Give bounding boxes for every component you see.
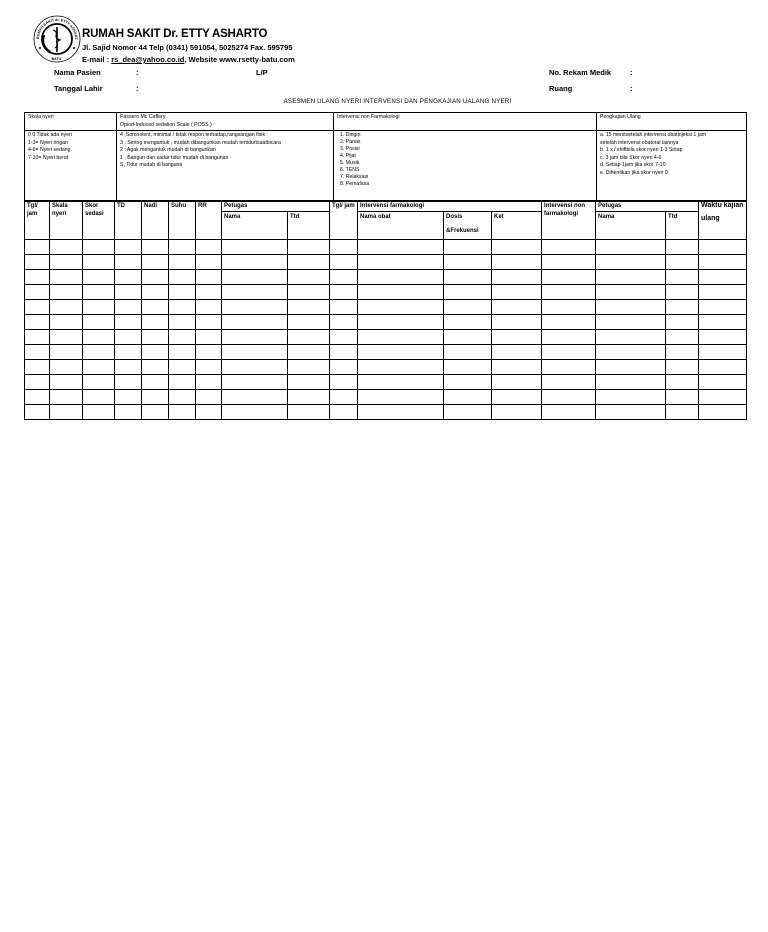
table-cell[interactable] (358, 345, 444, 360)
table-cell[interactable] (115, 255, 142, 270)
table-cell[interactable] (542, 300, 596, 315)
table-cell[interactable] (50, 330, 83, 345)
table-cell[interactable] (330, 315, 358, 330)
table-cell[interactable] (50, 315, 83, 330)
header-skor-sedasi: Skor sedasi (83, 201, 115, 240)
poss-item: 3 : Sering mengantuk , mudah dibangunkan mudah tertidurtsaatbicara (120, 139, 281, 146)
table-cell[interactable] (142, 240, 169, 255)
table-cell[interactable] (25, 405, 50, 420)
document-title: ASESMEN ULANG NYERI INTERVENSI DAN PENGKAJIAN UALANG NYERI (283, 98, 512, 105)
tanggal-lahir-colon: : (136, 84, 139, 93)
table-cell[interactable] (169, 240, 196, 255)
table-cell[interactable] (25, 375, 50, 390)
table-cell[interactable] (142, 345, 169, 360)
table-cell[interactable] (288, 240, 330, 255)
table-cell[interactable] (288, 255, 330, 270)
table-cell[interactable] (542, 285, 596, 300)
pengkajian-item: b. 1 x / shiftbila skor nyeri 1-3 Sirtap (600, 147, 683, 153)
table-cell[interactable] (83, 285, 115, 300)
table-cell[interactable] (83, 405, 115, 420)
table-cell[interactable] (596, 345, 666, 360)
table-cell[interactable] (25, 315, 50, 330)
table-cell[interactable] (222, 285, 288, 300)
table-cell[interactable] (699, 300, 747, 315)
email-link[interactable]: rs_dea@yahoo.co.id (111, 55, 185, 64)
table-cell[interactable] (492, 345, 542, 360)
hospital-logo (33, 15, 81, 63)
hospital-address: Jl. Sajid Nomor 44 Telp (0341) 591054, 5025274 Fax. 595795 (82, 43, 293, 52)
nonfarma-item: 4. Pijat (340, 153, 356, 159)
table-cell[interactable] (25, 330, 50, 345)
skala-item: 7-10= Nyeri berat (28, 154, 69, 161)
header-nama: Nama (222, 212, 288, 240)
table-cell[interactable] (288, 390, 330, 405)
table-cell[interactable] (288, 330, 330, 345)
table-cell[interactable] (115, 405, 142, 420)
table-cell[interactable] (115, 270, 142, 285)
table-cell[interactable] (699, 255, 747, 270)
table-cell[interactable] (83, 360, 115, 375)
table-cell[interactable] (596, 390, 666, 405)
skala-item: 0 0 Tidak ada nyeri (28, 132, 72, 138)
header-petugas-2: Petugas (596, 201, 699, 212)
table-cell[interactable] (169, 360, 196, 375)
table-cell[interactable] (169, 390, 196, 405)
no-rekam-medik-colon: : (630, 68, 633, 77)
table-cell[interactable] (196, 285, 222, 300)
table-cell[interactable] (142, 405, 169, 420)
table-cell[interactable] (596, 300, 666, 315)
table-cell[interactable] (169, 300, 196, 315)
table-cell[interactable] (492, 390, 542, 405)
table-row (25, 315, 747, 330)
table-cell[interactable] (542, 330, 596, 345)
table-cell[interactable] (358, 270, 444, 285)
table-cell[interactable] (50, 375, 83, 390)
waktu-kajian-line2: ulang (701, 215, 720, 222)
logo-text-bottom: BATU (51, 57, 62, 61)
nonfarma-item: 5. Musik (340, 160, 360, 166)
table-cell[interactable] (169, 345, 196, 360)
table-cell[interactable] (83, 300, 115, 315)
table-cell[interactable] (169, 375, 196, 390)
table-cell[interactable] (25, 255, 50, 270)
table-cell[interactable] (492, 315, 542, 330)
table-cell[interactable] (492, 360, 542, 375)
table-cell[interactable] (330, 345, 358, 360)
table-cell[interactable] (288, 315, 330, 330)
table-cell[interactable] (288, 270, 330, 285)
table-cell[interactable] (444, 315, 492, 330)
assessment-grid (24, 200, 747, 420)
poss-list (117, 131, 334, 202)
header-ttd-2: Ttd (666, 212, 699, 240)
table-cell[interactable] (169, 285, 196, 300)
pengkajian-header (597, 113, 747, 131)
dosis-line2: &Frekuensi (446, 228, 479, 234)
table-cell[interactable] (596, 315, 666, 330)
table-cell[interactable] (222, 360, 288, 375)
table-cell[interactable] (115, 330, 142, 345)
poss-header-line2: Opiod-Induced sedation Scale ( POSS ) (120, 121, 212, 128)
table-row (25, 360, 747, 375)
table-cell[interactable] (288, 375, 330, 390)
table-cell[interactable] (83, 270, 115, 285)
table-cell[interactable] (699, 345, 747, 360)
table-cell[interactable] (699, 285, 747, 300)
nonfarma-item: 3. Posisi (340, 146, 360, 152)
table-cell[interactable] (330, 240, 358, 255)
table-cell[interactable] (444, 405, 492, 420)
table-cell[interactable] (666, 330, 699, 345)
table-cell[interactable] (358, 330, 444, 345)
table-cell[interactable] (444, 330, 492, 345)
table-cell[interactable] (666, 270, 699, 285)
table-cell[interactable] (169, 255, 196, 270)
table-cell[interactable] (25, 285, 50, 300)
table-cell[interactable] (196, 240, 222, 255)
table-cell[interactable] (83, 315, 115, 330)
table-cell[interactable] (542, 345, 596, 360)
table-cell[interactable] (596, 375, 666, 390)
table-cell[interactable] (196, 330, 222, 345)
nonfarma-item: 1. Dingin (340, 132, 361, 138)
table-cell[interactable] (666, 240, 699, 255)
skala-nyeri-header-text: Skala nyeri (28, 114, 54, 120)
table-cell[interactable] (50, 240, 83, 255)
table-cell[interactable] (142, 300, 169, 315)
table-cell[interactable] (196, 315, 222, 330)
table-cell[interactable] (492, 405, 542, 420)
table-cell[interactable] (358, 255, 444, 270)
table-cell[interactable] (542, 390, 596, 405)
table-cell[interactable] (542, 240, 596, 255)
table-row (25, 240, 747, 255)
table-cell[interactable] (444, 285, 492, 300)
poss-item: S, Tidur mudah di banguna (120, 162, 183, 168)
header-nadi: Nadi (142, 201, 169, 240)
table-row (25, 285, 747, 300)
header-tgl-jam: Tgl/ jam (25, 201, 50, 240)
table-cell[interactable] (83, 390, 115, 405)
table-cell[interactable] (492, 255, 542, 270)
poss-header-line1: Passero Mc Caffery (120, 114, 166, 120)
table-cell[interactable] (666, 300, 699, 315)
pengkajian-header-text: Pengkajian Ulang (600, 114, 641, 120)
table-cell[interactable] (699, 330, 747, 345)
table-cell[interactable] (492, 285, 542, 300)
table-cell[interactable] (83, 375, 115, 390)
table-cell[interactable] (330, 390, 358, 405)
table-cell[interactable] (288, 285, 330, 300)
table-cell[interactable] (288, 300, 330, 315)
table-cell[interactable] (50, 285, 83, 300)
nama-pasien-colon: : (136, 68, 139, 77)
table-cell[interactable] (25, 360, 50, 375)
table-cell[interactable] (142, 315, 169, 330)
table-cell[interactable] (596, 330, 666, 345)
skala-nyeri-header (25, 113, 117, 131)
table-cell[interactable] (330, 255, 358, 270)
nonfarma-list (334, 131, 597, 202)
table-cell[interactable] (492, 300, 542, 315)
table-row (25, 300, 747, 315)
waktu-kajian-line1: Waktu kajian (701, 202, 744, 209)
table-cell[interactable] (358, 300, 444, 315)
table-cell[interactable] (222, 330, 288, 345)
skala-item: 4-6= Nyeri sedang (28, 147, 71, 153)
pengkajian-list (597, 131, 747, 202)
table-cell[interactable] (358, 375, 444, 390)
table-row (25, 375, 747, 390)
table-cell[interactable] (222, 405, 288, 420)
table-cell[interactable] (83, 330, 115, 345)
table-cell[interactable] (142, 285, 169, 300)
header-td: TD (115, 201, 142, 240)
table-cell[interactable] (25, 300, 50, 315)
table-cell[interactable] (666, 405, 699, 420)
table-cell[interactable] (666, 360, 699, 375)
nonfarma-header (334, 113, 597, 131)
table-cell[interactable] (115, 315, 142, 330)
skala-nyeri-list (25, 131, 117, 202)
table-cell[interactable] (196, 360, 222, 375)
ruang-colon: : (630, 84, 633, 93)
table-cell[interactable] (596, 360, 666, 375)
table-cell[interactable] (358, 405, 444, 420)
table-cell[interactable] (492, 375, 542, 390)
table-cell[interactable] (542, 360, 596, 375)
table-cell[interactable] (444, 390, 492, 405)
table-cell[interactable] (50, 390, 83, 405)
website: , Website www.rsetty-batu.com (184, 55, 295, 64)
email-label: E-mail : (82, 55, 112, 64)
table-cell[interactable] (542, 255, 596, 270)
table-cell[interactable] (50, 300, 83, 315)
logo-text-top: RUMAH SAKIT dr. ETTY ASHART (35, 17, 79, 40)
pengkajian-item: a. 15 menitsetelah intervensi obatinjeksi 1 jam (600, 132, 707, 138)
table-cell[interactable] (492, 330, 542, 345)
table-cell[interactable] (50, 255, 83, 270)
table-cell[interactable] (222, 300, 288, 315)
header-intervensi-non: Intervensi non farmakologi (542, 201, 596, 240)
table-cell[interactable] (699, 315, 747, 330)
table-cell[interactable] (83, 255, 115, 270)
table-cell[interactable] (542, 375, 596, 390)
header-nama-obat: Nama obat (358, 212, 444, 240)
table-cell[interactable] (196, 390, 222, 405)
table-cell[interactable] (25, 270, 50, 285)
skala-item: 1-3= Nyeri ringan (28, 139, 68, 146)
header-nama-2: Nama (596, 212, 666, 240)
table-cell[interactable] (330, 375, 358, 390)
table-cell[interactable] (492, 270, 542, 285)
table-cell[interactable] (196, 375, 222, 390)
table-cell[interactable] (596, 405, 666, 420)
table-cell[interactable] (492, 240, 542, 255)
table-cell[interactable] (142, 390, 169, 405)
table-cell[interactable] (444, 300, 492, 315)
table-cell[interactable] (115, 345, 142, 360)
table-cell[interactable] (358, 285, 444, 300)
table-cell[interactable] (288, 360, 330, 375)
table-cell[interactable] (666, 345, 699, 360)
table-cell[interactable] (542, 270, 596, 285)
table-cell[interactable] (330, 270, 358, 285)
ruang-label: Ruang (549, 84, 573, 93)
table-cell[interactable] (444, 240, 492, 255)
table-cell[interactable] (115, 300, 142, 315)
table-cell[interactable] (83, 240, 115, 255)
tanggal-lahir-label: Tanggal Lahir (54, 84, 103, 93)
table-cell[interactable] (50, 360, 83, 375)
table-cell[interactable] (596, 270, 666, 285)
table-row (25, 345, 747, 360)
nama-pasien-label: Nama Pasien (54, 68, 101, 77)
header-dosis (444, 212, 492, 240)
header-skala-nyeri: Skala nyeri (50, 201, 83, 240)
table-row (25, 255, 747, 270)
table-cell[interactable] (596, 255, 666, 270)
table-cell[interactable] (358, 315, 444, 330)
poss-item: 1 , Bangun dan sadar tidur mudah di bangunan (120, 154, 229, 161)
table-cell[interactable] (196, 300, 222, 315)
table-cell[interactable] (115, 390, 142, 405)
nonfarma-item: 2. Panas (340, 139, 361, 145)
table-cell[interactable] (25, 240, 50, 255)
table-cell[interactable] (699, 240, 747, 255)
table-cell[interactable] (142, 360, 169, 375)
table-cell[interactable] (115, 375, 142, 390)
table-cell[interactable] (142, 270, 169, 285)
table-cell[interactable] (699, 390, 747, 405)
nonfarma-item: 8. Pemafasa (340, 181, 370, 187)
table-cell[interactable] (169, 330, 196, 345)
poss-item: 2 : Agak mengantuk mudah di bangunkan (120, 147, 216, 153)
table-cell[interactable] (222, 375, 288, 390)
table-cell[interactable] (666, 285, 699, 300)
table-cell[interactable] (83, 345, 115, 360)
table-cell[interactable] (115, 240, 142, 255)
table-row (25, 390, 747, 405)
table-cell[interactable] (115, 285, 142, 300)
table-cell[interactable] (358, 390, 444, 405)
table-cell[interactable] (169, 315, 196, 330)
poss-header (117, 113, 334, 131)
table-cell[interactable] (222, 345, 288, 360)
table-cell[interactable] (222, 390, 288, 405)
table-cell[interactable] (699, 405, 747, 420)
table-cell[interactable] (358, 360, 444, 375)
table-cell[interactable] (444, 270, 492, 285)
table-cell[interactable] (330, 285, 358, 300)
table-cell[interactable] (542, 315, 596, 330)
table-cell[interactable] (444, 360, 492, 375)
poss-item: 4 ;Somnolent, minimal / tidak respon terhadap,rangsangan fisik (120, 132, 266, 138)
header-intervensi-farmakologi: Intervensi farmakologi (358, 201, 542, 212)
table-cell[interactable] (288, 345, 330, 360)
table-cell[interactable] (196, 405, 222, 420)
table-cell[interactable] (666, 390, 699, 405)
header-ket: Ket (492, 212, 542, 240)
hospital-contact (82, 55, 295, 64)
header-suhu: Suhu (169, 201, 196, 240)
table-cell[interactable] (169, 270, 196, 285)
no-rekam-medik-label: No. Rekam Medik (549, 68, 612, 77)
header-rr: RR (196, 201, 222, 240)
table-cell[interactable] (50, 270, 83, 285)
table-cell[interactable] (50, 345, 83, 360)
hospital-name: RUMAH SAKIT Dr. ETTY ASHARTO (82, 28, 268, 40)
table-cell[interactable] (699, 270, 747, 285)
pengkajian-item: c. 3 jam bila Skor nyeri 4-6 (600, 154, 662, 161)
table-cell[interactable] (142, 255, 169, 270)
lp-label: L/P (256, 68, 268, 77)
table-cell[interactable] (330, 360, 358, 375)
table-cell[interactable] (596, 240, 666, 255)
table-row (25, 405, 747, 420)
table-cell[interactable] (542, 405, 596, 420)
table-cell[interactable] (666, 315, 699, 330)
table-cell[interactable] (358, 240, 444, 255)
table-cell[interactable] (444, 255, 492, 270)
grid-body (25, 240, 747, 420)
table-cell[interactable] (666, 375, 699, 390)
table-cell[interactable] (222, 270, 288, 285)
table-cell[interactable] (196, 345, 222, 360)
nonfarma-item: 7. Relaksasi (340, 174, 369, 180)
table-cell[interactable] (115, 360, 142, 375)
table-cell[interactable] (50, 405, 83, 420)
nonfarma-item: 6. TENS (340, 167, 360, 173)
table-cell[interactable] (330, 330, 358, 345)
table-cell[interactable] (196, 255, 222, 270)
table-cell[interactable] (666, 255, 699, 270)
table-cell[interactable] (596, 285, 666, 300)
dosis-line1: Dosis (446, 214, 463, 220)
table-cell[interactable] (444, 345, 492, 360)
header-petugas: Petugas (222, 201, 330, 212)
nonfarma-header-text: Intervensi non Farmakologi (337, 114, 400, 120)
table-row (25, 330, 747, 345)
table-cell[interactable] (222, 240, 288, 255)
table-cell[interactable] (699, 375, 747, 390)
table-cell[interactable] (196, 270, 222, 285)
table-cell[interactable] (169, 405, 196, 420)
pengkajian-item: setelah intervensi obatoral lainnya (600, 139, 679, 146)
table-cell[interactable] (699, 360, 747, 375)
table-cell[interactable] (142, 330, 169, 345)
legend-table (24, 112, 747, 202)
table-cell[interactable] (142, 375, 169, 390)
pengkajian-item: e. Dihentikan jika skor nyeri 0 (600, 169, 668, 176)
header-tgl-jam-2: Tgl/ jam (330, 201, 358, 240)
table-cell[interactable] (288, 405, 330, 420)
table-row (25, 270, 747, 285)
table-cell[interactable] (444, 375, 492, 390)
table-cell[interactable] (25, 390, 50, 405)
table-cell[interactable] (222, 315, 288, 330)
header-ttd: Ttd (288, 212, 330, 240)
table-cell[interactable] (25, 345, 50, 360)
table-cell[interactable] (222, 255, 288, 270)
table-cell[interactable] (330, 300, 358, 315)
pengkajian-item: d. Setiap 1jam jika skor 7-10 (600, 162, 666, 168)
header-waktu-kajian (699, 201, 747, 240)
table-cell[interactable] (330, 405, 358, 420)
